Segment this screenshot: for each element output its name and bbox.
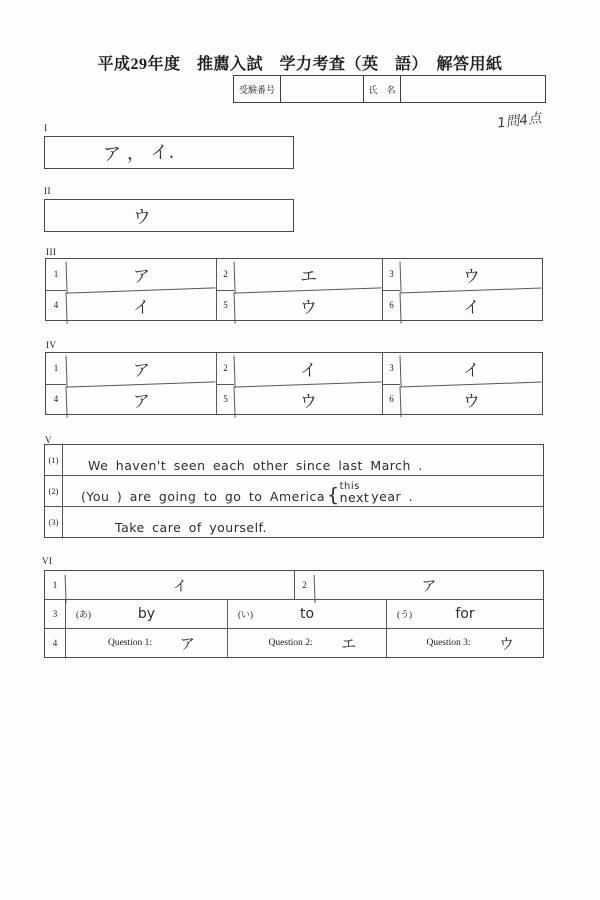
sentence-text: year .	[371, 489, 414, 504]
section-4-label: IV	[46, 340, 57, 350]
sentence-row	[45, 475, 543, 506]
answer-cell	[227, 629, 386, 657]
sentence-row	[45, 506, 543, 537]
score-note-handwritten: 1問4点	[496, 110, 543, 132]
section-1-label: I	[44, 123, 48, 133]
row-number: (1)	[45, 445, 63, 475]
section-5-sentence-table	[44, 444, 544, 538]
answer-cell: ウ	[400, 257, 543, 292]
question-number: 2	[216, 259, 234, 290]
question-number: 1	[53, 269, 59, 280]
question-label: Question 3:	[426, 638, 471, 648]
answer-cell	[65, 600, 227, 628]
answer-cell	[386, 629, 543, 657]
answer-cell	[65, 629, 227, 657]
question-number: 6	[382, 290, 400, 321]
table-row	[45, 599, 543, 628]
handwritten-sentence	[63, 507, 543, 537]
sentence-row	[45, 445, 543, 475]
question-number: 1	[53, 363, 59, 374]
section-2-answer-box	[44, 199, 294, 232]
question-number: 3	[382, 259, 400, 290]
correction-brace: {	[326, 483, 340, 506]
section-6-answer-table	[44, 570, 544, 658]
question-number: 5	[216, 384, 234, 415]
handwritten-answer: to	[299, 606, 315, 622]
answer-cell: イ	[66, 287, 217, 323]
sentence-text: (You ) are going to go to America	[81, 489, 325, 504]
section-2-label: II	[44, 186, 51, 196]
exam-number-field[interactable]	[281, 76, 364, 102]
correction-stack	[340, 482, 370, 505]
option-label: (あ)	[76, 609, 91, 620]
candidate-info-table	[233, 75, 546, 103]
answer-cell: イ	[65, 567, 295, 603]
handwritten-answer: for	[455, 606, 475, 622]
question-number: 4	[52, 638, 58, 648]
inline-correction	[327, 482, 369, 505]
answer-cell: イ	[234, 350, 383, 386]
question-number: 2	[294, 571, 314, 599]
handwritten-sentence	[63, 476, 543, 506]
handwritten-answer: ウ	[498, 634, 514, 653]
section-5-label: V	[45, 435, 52, 445]
answer-cell: エ	[234, 256, 383, 292]
section-4-answer-table	[45, 352, 543, 415]
question-number: 6	[382, 384, 400, 415]
answer-cell	[386, 600, 543, 628]
section-3-label: III	[46, 247, 57, 257]
answer-cell: ア	[66, 256, 217, 292]
section-1-handwritten-answer: ア ， イ.	[102, 141, 175, 165]
section-2-handwritten-answer: ウ	[132, 206, 152, 228]
answer-cell	[227, 600, 386, 628]
exam-number-label: 受験番号	[234, 76, 281, 102]
question-number: 1	[52, 580, 58, 590]
sentence-text: Take care of yourself.	[115, 520, 268, 535]
section-3-answer-table	[45, 258, 543, 321]
doc-title: 平成29年度 推薦入試 学力考査（英 語） 解答用紙	[97, 56, 503, 73]
row-number: (3)	[45, 507, 63, 537]
question-label: Question 2:	[268, 638, 313, 648]
option-label: (う)	[397, 609, 412, 620]
handwritten-answer: by	[137, 606, 156, 622]
question-number: 3	[382, 353, 400, 384]
answer-cell: ア	[314, 567, 544, 603]
answer-cell: ウ	[400, 381, 543, 416]
section-1-answer-box	[44, 136, 294, 169]
question-number: 5	[216, 290, 234, 321]
question-number: 4	[46, 290, 66, 321]
option-label: (い)	[238, 609, 253, 620]
answer-cell: ア	[66, 350, 217, 386]
handwritten-answer: ア	[179, 634, 196, 653]
name-label: 氏 名	[364, 76, 401, 102]
name-field[interactable]	[401, 76, 545, 102]
sentence-text: We haven't seen each other since last March .	[88, 458, 423, 473]
answer-cell: ア	[66, 381, 217, 417]
correction-inserted-word: this	[339, 480, 360, 492]
table-row	[45, 571, 543, 599]
correction-original-word: next	[339, 489, 370, 505]
section-6-label: VI	[42, 556, 53, 566]
answer-cell: イ	[400, 351, 543, 386]
handwritten-answer: エ	[340, 634, 356, 653]
question-number: 3	[52, 609, 58, 619]
answer-cell: ウ	[234, 287, 383, 323]
handwritten-sentence	[63, 445, 543, 475]
table-row	[45, 628, 543, 657]
answer-cell: イ	[400, 287, 543, 322]
question-number: 2	[216, 353, 234, 384]
row-number: (2)	[45, 476, 63, 506]
question-label: Question 1:	[107, 638, 153, 648]
answer-cell: ウ	[234, 381, 383, 417]
question-number: 4	[46, 384, 66, 415]
